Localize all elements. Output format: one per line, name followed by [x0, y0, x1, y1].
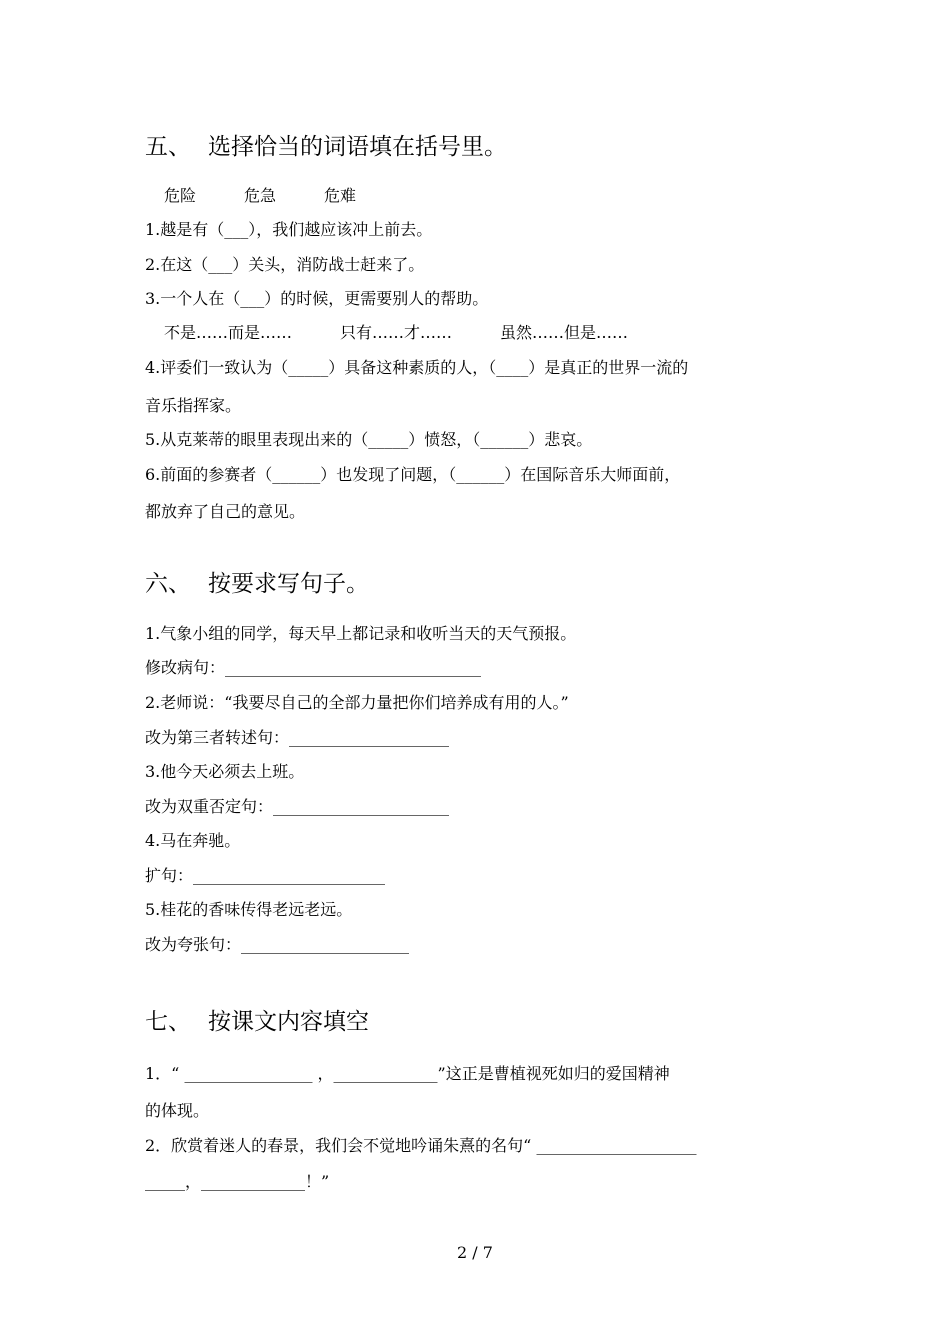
answer-6-2: 改为第三者转述句：____________________ [145, 728, 450, 747]
question-5-4-line2: 音乐指挥家。 [145, 396, 242, 415]
page-number: 2 / 7 [457, 1243, 493, 1262]
section-6-title: 按要求写句子。 [208, 571, 369, 597]
answer-6-5: 改为夸张句：_____________________ [145, 935, 410, 954]
question-5-6-line1: 6.前面的参赛者（______）也发现了问题，（______）在国际音乐大师面前， [145, 465, 681, 484]
question-5-2: 2.在这（___）关头，消防战士赶来了。 [145, 255, 425, 274]
section-5-heading [145, 133, 507, 161]
answer-6-3: 改为双重否定句：______________________ [145, 797, 450, 816]
question-5-5: 5.从克莱蒂的眼里表现出来的（_____）愤怒，（______）悲哀。 [145, 430, 593, 449]
question-7-1-line1: 1．“ ________________ ，_____________”这正是曹植视死如归的爱国精神 [145, 1064, 670, 1083]
question-6-1: 1.气象小组的同学，每天早上都记录和收听当天的天气预报。 [145, 624, 577, 643]
question-5-1: 1.越是有（___），我们越应该冲上前去。 [145, 220, 433, 239]
answer-6-1: 修改病句：________________________________ [145, 658, 482, 677]
question-7-2-line1: 2．欣赏着迷人的春景，我们会不觉地吟诵朱熹的名句“ ____________________ [145, 1136, 697, 1155]
section-5-title: 选择恰当的词语填在括号里。 [208, 134, 507, 160]
question-5-4-line1: 4.评委们一致认为（_____）具备这种素质的人，（____）是真正的世界一流的 [145, 358, 689, 377]
question-6-4: 4.马在奔驰。 [145, 831, 241, 850]
section-7-title: 按课文内容填空 [208, 1009, 369, 1035]
section-6-heading [145, 570, 369, 598]
question-6-2: 2.老师说：“我要尽自己的全部力量把你们培养成有用的人。” [145, 693, 569, 712]
question-6-5: 5.桂花的香味传得老远老远。 [145, 900, 353, 919]
question-6-3: 3.他今天必须去上班。 [145, 762, 305, 781]
word-choices-2: 不是……而是…… 只有……才…… 虽然……但是…… [164, 323, 629, 342]
question-5-6-line2: 都放弃了自己的意见。 [145, 502, 306, 521]
word-choices-1: 危险 危急 危难 [164, 186, 357, 205]
section-7-heading [145, 1008, 369, 1036]
question-7-1-line2: 的体现。 [145, 1101, 210, 1120]
answer-6-4: 扩句：________________________ [145, 866, 386, 885]
section-6-number: 六、 [145, 571, 191, 597]
question-7-2-line2: _____，_____________！” [145, 1172, 330, 1191]
section-7-number: 七、 [145, 1009, 191, 1035]
question-5-3: 3.一个人在（___）的时候，更需要别人的帮助。 [145, 289, 489, 308]
section-5-number: 五、 [145, 134, 191, 160]
